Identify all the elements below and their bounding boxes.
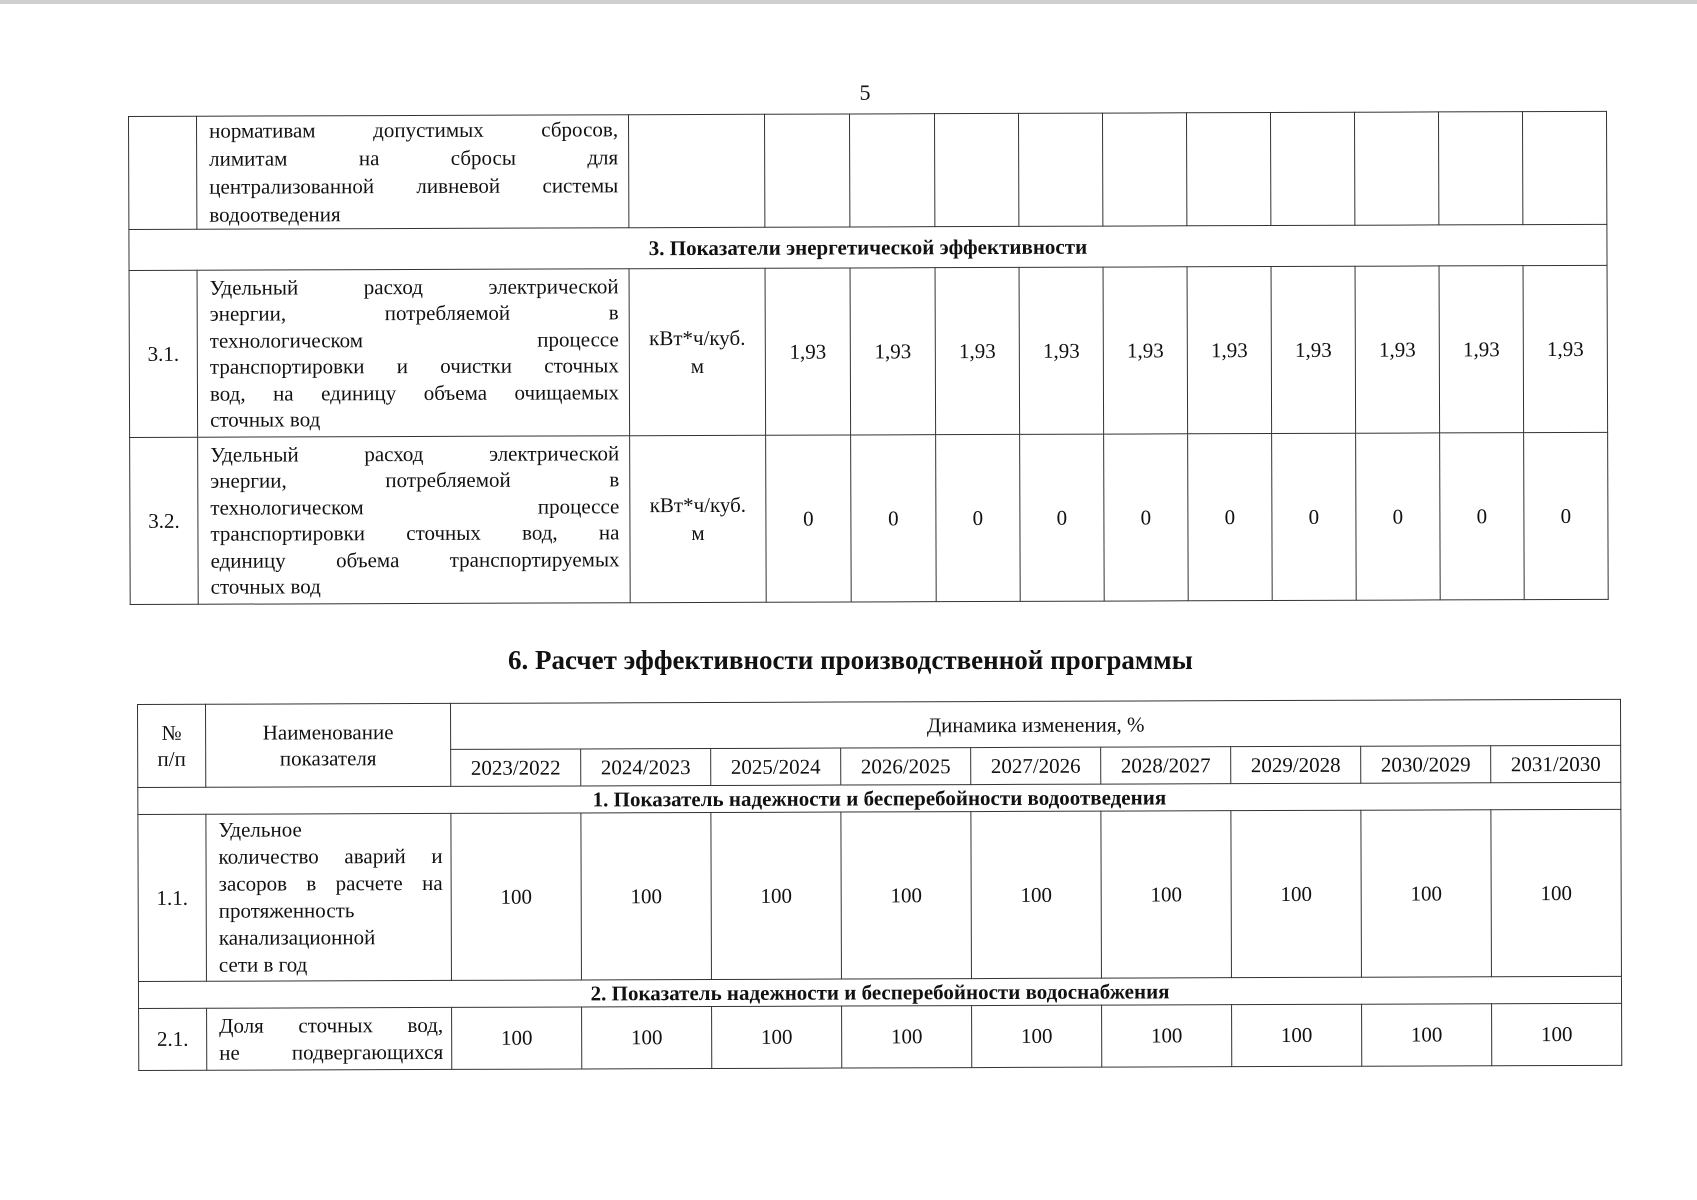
col-header-number: № п/п [138,704,206,787]
indicators-table [128,111,1609,605]
scan-edge [0,0,1697,4]
indicator-name: Удельный расход электрической энергии, потребляемой в технологическом процессе транспортировки и очистки сточных вод, на единицу объема очищаемых сточных вод [197,269,630,438]
indicator-name: Удельное количество аварий и засоров в расчете на протяженность канализационной сети в год [206,813,452,981]
page-number: 5 [859,80,871,105]
year-header: 2026/2025 [841,748,971,785]
unit-cell: кВт*ч/куб. м [629,268,766,435]
year-header: 2030/2029 [1361,746,1491,783]
row-number: 1.1. [138,814,207,981]
year-header: 2027/2026 [971,747,1101,784]
value-cell: 100 [1492,1003,1622,1065]
value-cell: 1,93 [765,268,851,435]
year-header: 2028/2027 [1101,747,1231,784]
year-header: 2025/2024 [711,748,841,785]
value-cell: 100 [841,812,972,979]
section-title: 3. Показатели энергетической эффективности [129,224,1607,270]
section-title: 1. Показатель надежности и бесперебойности водоотведения [138,782,1621,814]
value-cell: 0 [851,435,937,602]
value-cell: 0 [936,434,1021,601]
value-cell: 100 [582,1006,712,1068]
row-number: 2.1. [139,1008,207,1070]
value-cell: 100 [711,812,842,979]
value-cell: 0 [1272,433,1357,600]
value-cell: 1,93 [1019,267,1104,434]
table-row [139,1003,1622,1070]
table-row [130,432,1609,604]
value-cell: 100 [1102,1005,1232,1067]
year-header: 2031/2030 [1491,745,1621,782]
value-cell: 100 [1362,1004,1492,1066]
indicator-name: Доля сточных вод, не подвергающихся [207,1007,452,1070]
value-cell: 100 [1101,811,1232,978]
value-cell: 0 [766,435,852,602]
value-cell: 0 [1440,433,1525,600]
value-cell: 100 [842,1006,972,1068]
efficiency-table [137,699,1622,1071]
value-cell: 100 [972,1005,1102,1067]
value-cell: 100 [971,811,1102,978]
value-cell: 1,93 [1187,267,1272,434]
section-title: 2. Показатель надежности и бесперебойности водоснабжения [138,976,1621,1008]
row-number: 3.1. [129,270,198,437]
value-cell: 100 [451,813,582,980]
value-cell: 100 [1491,809,1622,976]
value-cell: 0 [1104,434,1189,601]
value-cell: 0 [1020,434,1105,601]
row-number: 3.2. [130,437,199,604]
value-cell: 1,93 [935,267,1020,434]
value-cell: 100 [1361,810,1492,977]
value-cell: 1,93 [1523,265,1608,432]
table-row [138,809,1622,981]
year-header: 2024/2023 [581,748,711,785]
continuation-description: нормативам допустимых сбросов, лимитам на сбросы для централизованной ливневой системы водоотведения [197,115,629,230]
year-header: 2029/2028 [1231,746,1361,783]
dynamics-header: Динамика изменения, % [450,699,1620,749]
value-cell: 1,93 [1355,266,1440,433]
col-header-name: Наименование показателя [206,703,451,787]
value-cell: 100 [1231,810,1362,977]
value-cell: 0 [1356,433,1441,600]
value-cell: 100 [712,1006,842,1068]
continuation-row [129,111,1607,229]
section-heading: 6. Расчет эффективности производственной программы [508,645,1193,675]
table-row [129,265,1608,437]
continuation-number-cell [129,116,197,229]
value-cell: 1,93 [1271,266,1356,433]
value-cell: 1,93 [850,268,936,435]
year-header: 2023/2022 [451,749,581,786]
value-cell: 1,93 [1103,267,1188,434]
value-cell: 100 [452,1007,582,1069]
value-cell: 1,93 [1439,266,1524,433]
indicator-name: Удельный расход электрической энергии, потребляемой в технологическом процессе транспортировки сточных вод, на единицу объема транспортируемых сточных вод [198,436,631,605]
value-cell: 0 [1188,434,1273,601]
value-cell: 100 [581,812,712,979]
value-cell: 0 [1524,432,1609,599]
unit-cell: кВт*ч/куб. м [630,435,767,602]
value-cell: 100 [1232,1004,1362,1066]
